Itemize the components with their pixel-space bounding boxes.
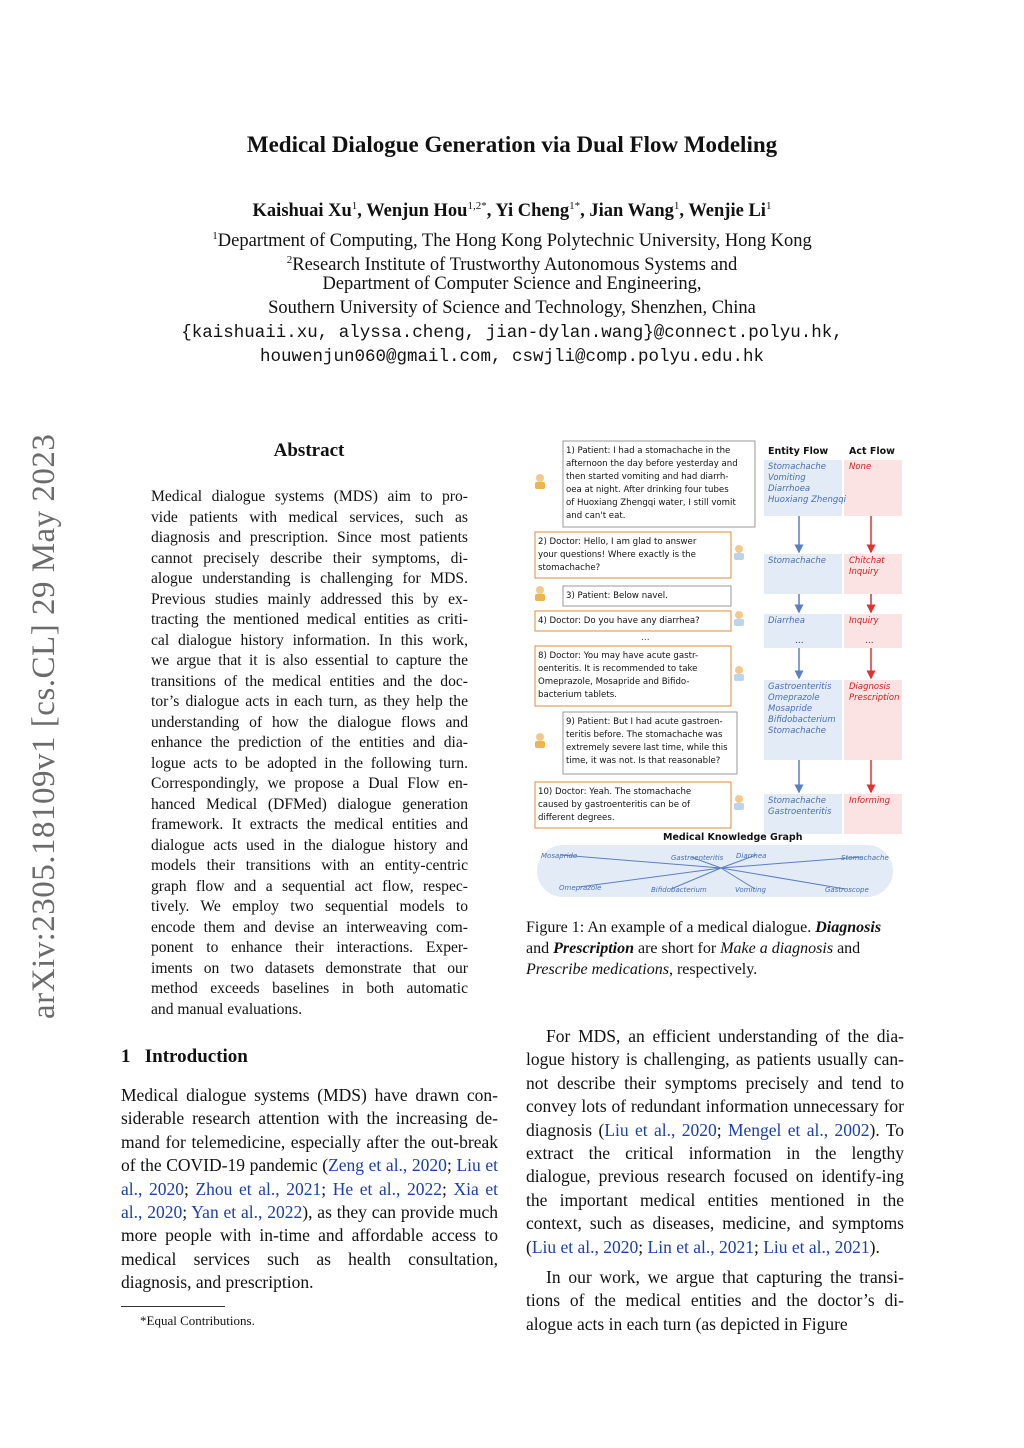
- affiliation-2-line2: Department of Computer Science and Engineering,: [322, 274, 702, 294]
- citation-link[interactable]: He et al., 2022: [332, 1178, 442, 1199]
- abstract-line: hanced Medical (DFMed) dialogue generation: [151, 795, 468, 813]
- body-text: ).: [869, 1236, 880, 1257]
- intro-text: Medical dialogue systems (MDS) have drawn con-siderable research attention with the increasing de-mand for telemedicine, especially after the out-break of the COVID-19 pandemic (: [121, 1085, 498, 1176]
- abstract-line: iments on two datasets demonstrate that our: [151, 959, 468, 977]
- entity-label: Vomiting: [768, 473, 806, 483]
- turn-line: then started vomiting and had diarrh-: [566, 472, 729, 482]
- entity-label: Huoxiang Zhengqi: [768, 495, 847, 505]
- kg-node: Gastroscope: [825, 886, 869, 894]
- section-title: Introduction: [144, 1046, 248, 1067]
- caption-term: Prescribe medications: [526, 961, 669, 978]
- act-label: None: [849, 462, 872, 472]
- abstract-line: tively. We employ two sequential models to: [151, 898, 468, 915]
- caption-text: Figure 1: An example of a medical dialogue.: [526, 919, 812, 936]
- email-line-1: {kaishuaii.xu, alyssa.cheng, jian-dylan.wang}@connect.polyu.hk,: [181, 323, 843, 343]
- ellipsis-act: ...: [865, 636, 874, 646]
- abstract-line: Medical dialogue systems (MDS) aim to pro-: [151, 488, 468, 505]
- citation-link[interactable]: Liu et al., 2020: [531, 1236, 639, 1257]
- email-line-2: houwenjun060@gmail.com, cswjli@comp.polyu.edu.hk: [259, 347, 765, 367]
- abstract-body: [151, 487, 468, 1020]
- abstract-line: encode them and devise an interweaving com-: [151, 918, 468, 936]
- abstract-heading: Abstract: [273, 440, 345, 461]
- abstract-line: understanding of how the dialogue flows and: [151, 713, 468, 731]
- intro-text: ), as they can provide much more people with in-time and affordable access to medical services such as health consultation, diagnosis, and prescription.: [121, 1202, 498, 1293]
- entity-label: Bifidobacterium: [768, 715, 836, 725]
- kg-node: Omeprazole: [559, 884, 602, 892]
- patient-icon: [535, 482, 545, 489]
- turn-line: 1) Patient: I had a stomachache in the: [566, 446, 731, 456]
- right-paragraph-1: For MDS, an efficient understanding of the dia-logue history is challenging, as patients usually can-not describe their symptoms precisely and tend to convey lots of redundant information unnecessary for diagnosis (Liu et al., 2020; Mengel et al., 2002). To extract the critical information in the lengthy dialogue, previous research focused on identify-ing the important medical entities mentioned in the context, such as diseases, medicine, and symptoms (Liu et al., 2020; Lin et al., 2021; Liu et al., 2021).: [526, 1026, 904, 1257]
- author-mark: 1,2*: [467, 200, 487, 212]
- kg-node: Bifidobacterium: [651, 886, 707, 894]
- caption-term: Diagnosis: [815, 919, 882, 936]
- abstract-line: graph flow and a sequential act flow, respec-: [151, 877, 468, 895]
- body-text: ). To extract the critical information in the lengthy dialogue, previous research focused on identify-ing the important medical entities mentioned in the context, such as diseases, medicine, and symptoms (: [526, 1119, 904, 1257]
- abstract-line: enhance the prediction of the entities and dia-: [151, 734, 468, 751]
- paper-title: Medical Dialogue Generation via Dual Flow Modeling: [246, 132, 778, 157]
- author-mark: 1*: [569, 200, 581, 212]
- abstract-line: method exceeds baselines in both automatic: [151, 980, 468, 997]
- turn-line: teritis before. The stomachache was: [566, 730, 723, 740]
- abstract-line: dialogue acts used in the dialogue history and: [151, 836, 468, 854]
- caption-term: Make a diagnosis: [720, 940, 834, 957]
- author-mark: 1: [765, 200, 772, 212]
- author-name: Yi Cheng: [495, 201, 570, 222]
- kg-node: Diarrhea: [736, 852, 767, 860]
- abstract-line: diagnosis and prescription. Since most patients: [151, 529, 468, 546]
- turn-line: oenteritis. It is recommended to take: [538, 664, 698, 674]
- patient-icon: [535, 594, 545, 601]
- entity-label: Mosapride: [768, 704, 813, 714]
- affiliation-mark: 2: [286, 254, 293, 266]
- entity-label: Gastroenteritis: [768, 807, 832, 817]
- abstract-line: tor’s dialogue acts in each turn, as they help the: [151, 693, 468, 710]
- doctor-icon: [735, 666, 743, 674]
- abstract-line: models their transitions with an entity-centric: [151, 857, 468, 874]
- turn-line: extremely severe last time, while this: [566, 743, 728, 753]
- turn-line: Omeprazole, Mosapride and Bifido-: [538, 677, 690, 687]
- doctor-icon: [735, 545, 743, 553]
- turn-line: 4) Doctor: Do you have any diarrhea?: [538, 616, 700, 626]
- act-flow-cell: [844, 680, 902, 760]
- doctor-icon: [735, 611, 743, 619]
- turn-line: oea at night. After drinking four tubes: [566, 485, 729, 495]
- act-label: Informing: [849, 796, 891, 806]
- kg-label: Medical Knowledge Graph: [663, 832, 803, 843]
- right-paragraph-2: In our work, we argue that capturing the transi-tions of the medical entities and the doctor’s di-alogue acts in each turn (as depicted in Figure: [526, 1267, 904, 1334]
- act-label: Inquiry: [849, 616, 879, 626]
- citation-link[interactable]: Lin et al., 2021: [647, 1236, 754, 1257]
- citation-link[interactable]: Zhou et al., 2021: [195, 1178, 322, 1199]
- doctor-icon: [734, 553, 744, 560]
- ellipsis-entity: ...: [795, 636, 804, 646]
- section-heading-introduction: [121, 1046, 248, 1068]
- citation-link[interactable]: Xia et al., 2020: [121, 1178, 498, 1223]
- entity-label: Stomachache: [768, 796, 826, 806]
- turn-line: 8) Doctor: You may have acute gastr-: [538, 651, 699, 661]
- kg-node: Mosapride: [541, 852, 578, 860]
- abstract-line: and manual evaluations.: [151, 1000, 303, 1018]
- citation-link[interactable]: Liu et al., 2020: [604, 1119, 717, 1140]
- entity-label: Stomachache: [768, 556, 826, 566]
- author-name: Wenjie Li: [688, 201, 766, 222]
- abstract-line: framework. It extracts the medical entities and: [151, 816, 468, 833]
- act-label: Diagnosis: [849, 682, 891, 692]
- turn-line: of Huoxiang Zhengqi water, I still vomit: [566, 498, 736, 508]
- caption-text: are short for: [638, 940, 717, 957]
- affiliation-2-line3: Southern University of Science and Technology, Shenzhen, China: [268, 298, 756, 318]
- entity-label: Stomachache: [768, 462, 826, 472]
- abstract-line: Previous studies mainly addressed this by ex-: [151, 590, 468, 608]
- figure-1: [531, 440, 906, 902]
- entity-label: Stomachache: [768, 726, 826, 736]
- doctor-icon: [734, 619, 744, 626]
- turn-line: afternoon the day before yesterday and: [566, 459, 738, 469]
- figure-caption: [526, 917, 904, 980]
- entity-label: Diarrhoea: [768, 484, 811, 494]
- author-name: Kaishuai Xu: [252, 201, 352, 222]
- author-name: Jian Wang: [589, 201, 674, 222]
- act-flow-label: Act Flow: [849, 446, 895, 457]
- kg-node: Vomiting: [735, 886, 766, 894]
- caption-term: Prescription: [553, 940, 634, 957]
- patient-icon: [536, 586, 544, 594]
- turn-line: and can't eat.: [566, 511, 626, 521]
- abstract-line: Correspondingly, we propose a Dual Flow en-: [151, 775, 468, 792]
- citation-link[interactable]: Zeng et al., 2020: [328, 1155, 447, 1176]
- turn-line: your questions! Where exactly is the: [538, 550, 696, 560]
- abstract-line: logue acts to be adopted in the following turn.: [151, 754, 468, 772]
- citation-link[interactable]: Mengel et al., 2002: [727, 1119, 870, 1140]
- abstract-line: vide patients with medical services, such as: [151, 508, 468, 526]
- abstract-line: cannot precisely describe their symptoms, di-: [151, 549, 468, 567]
- abstract-line: transitions of the medical entities and the doc-: [151, 672, 468, 690]
- intro-paragraph: Medical dialogue systems (MDS) have drawn con-siderable research attention with the increasing de-mand for telemedicine, especially after the out-break of the COVID-19 pandemic (Zeng et al., 2020; Liu et al., 2020; Zhou et al., 2021; He et al., 2022; Xia et al., 2020; Yan et al., 2022), as they can provide much more people with in-time and affordable access to medical services such as health consultation, diagnosis, and prescription.: [121, 1085, 498, 1293]
- abstract-line: cal dialogue history information. In this work,: [151, 631, 468, 649]
- entity-label: Gastroenteritis: [768, 682, 832, 692]
- section-number: 1: [121, 1046, 131, 1067]
- abstract-line: tracting the mentioned medical entities as criti-: [151, 611, 468, 628]
- turn-line: 10) Doctor: Yeah. The stomachache: [538, 787, 692, 797]
- affiliation-mark: 1: [212, 230, 218, 242]
- caption-text: and: [837, 940, 861, 957]
- doctor-icon: [735, 795, 743, 803]
- turn-line: bacterium tablets.: [538, 690, 617, 700]
- act-label: Prescription: [849, 693, 900, 703]
- affiliation-text: Department of Computing, The Hong Kong Polytechnic University, Hong Kong: [217, 231, 812, 252]
- doctor-icon: [734, 803, 744, 810]
- body-text: For MDS, an efficient understanding of the dia-logue history is challenging, as patients usually can-not describe their symptoms precisely and tend to convey lots of redundant information unnecessary for diagnosis (: [526, 1026, 904, 1140]
- entity-label: Diarrhea: [768, 616, 805, 626]
- author-list: Kaishuai Xu$^1$, Wenjun Hou$^{1,2*}$, Yi Cheng$^{1*}$, Jian Wang$^1$, Wenjie Li$^1$: [252, 200, 772, 222]
- patient-icon: [535, 741, 545, 748]
- ellipsis-dialogue: ...: [641, 633, 650, 643]
- turn-line: 9) Patient: But I had acute gastroen-: [566, 717, 723, 727]
- kg-node: Stomachache: [841, 854, 889, 862]
- citation-link[interactable]: Liu et al., 2020: [121, 1155, 498, 1199]
- kg-node: Gastroenteritis: [671, 854, 724, 862]
- abstract-line: ponent to enhance their interactions. Exper-: [151, 939, 468, 956]
- caption-text: , respectively.: [668, 961, 758, 978]
- citation-link[interactable]: Yan et al., 2022: [191, 1202, 303, 1223]
- doctor-icon: [734, 674, 744, 681]
- patient-icon: [536, 474, 544, 482]
- author-name: Wenjun Hou: [366, 201, 468, 222]
- abstract-line: we argue that it is also essential to capture the: [151, 652, 468, 669]
- footnote: *Equal Contributions.: [140, 1313, 255, 1328]
- arxiv-identifier: arXiv:2305.18109v1 [cs.CL] 29 May 2023: [26, 433, 62, 1019]
- affiliation-text: Research Institute of Trustworthy Autonomous Systems and: [292, 255, 738, 276]
- footnote-rule: [121, 1306, 225, 1307]
- author-mark: 1: [351, 200, 358, 212]
- turn-line: 3) Patient: Below navel.: [566, 591, 668, 601]
- turn-line: caused by gastroenteritis can be of: [538, 800, 691, 810]
- turn-line: different degrees.: [538, 813, 615, 823]
- abstract-line: alogue understanding is challenging for MDS.: [151, 570, 468, 587]
- turn-line: 2) Doctor: Hello, I am glad to answer: [538, 537, 697, 547]
- act-label: Inquiry: [849, 567, 879, 577]
- citation-link[interactable]: Liu et al., 2021: [763, 1236, 870, 1257]
- entity-flow-label: Entity Flow: [768, 446, 829, 457]
- patient-icon: [536, 733, 544, 741]
- turn-line: time, it was not. Is that reasonable?: [566, 756, 721, 766]
- turn-line: stomachache?: [538, 563, 601, 573]
- act-label: Chitchat: [849, 556, 885, 566]
- entity-label: Omeprazole: [768, 693, 820, 703]
- author-mark: 1: [673, 200, 680, 212]
- caption-text: and: [526, 940, 550, 957]
